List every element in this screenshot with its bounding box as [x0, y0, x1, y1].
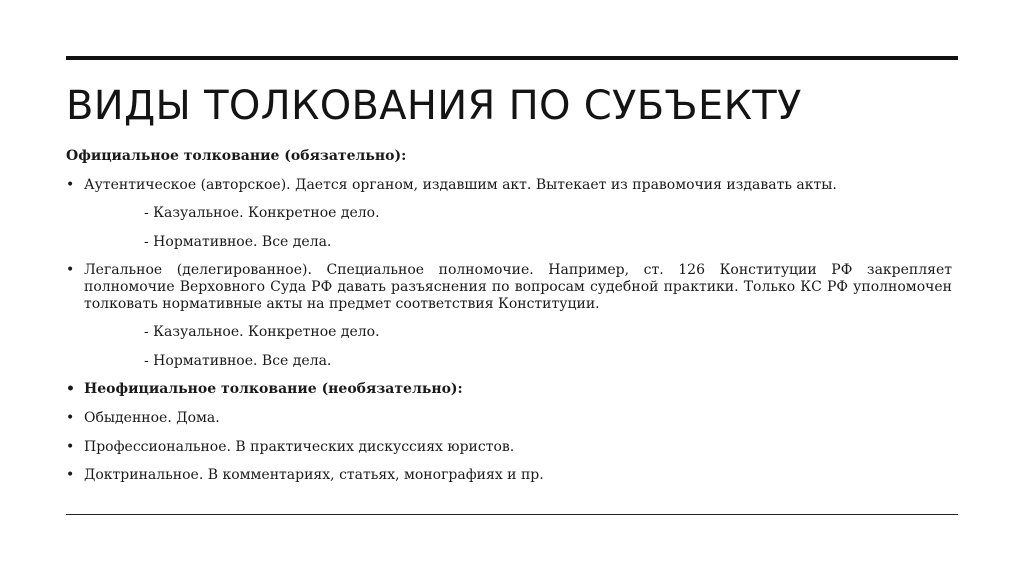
slide-content	[66, 148, 952, 496]
item-text: Обыденное. Дома.	[84, 409, 220, 426]
list-item-doctrinal	[66, 467, 952, 484]
list-item-authentic	[66, 177, 952, 194]
bullet-icon: •	[66, 467, 75, 484]
footer-rule	[66, 514, 958, 515]
item-text: Неофициальное толкование (необязательно):	[84, 381, 463, 398]
bullet-icon: •	[66, 176, 75, 193]
bullet-icon: •	[66, 438, 75, 455]
item-text: Доктринальное. В комментариях, статьях, монографиях и пр.	[84, 467, 544, 484]
sub-item-casual: - Казуальное. Конкретное дело.	[144, 205, 380, 222]
sub-item-casual: - Казуальное. Конкретное дело.	[144, 324, 380, 341]
list-item-legal	[66, 262, 952, 312]
list-item-professional	[66, 439, 952, 456]
bullet-icon: •	[66, 409, 75, 426]
bullet-icon: •	[66, 381, 75, 398]
sub-item-normative: - Нормативное. Все дела.	[144, 352, 332, 369]
title-top-rule	[66, 56, 958, 60]
item-text: Профессиональное. В практических дискуссиях юристов.	[84, 438, 515, 455]
list-item-everyday	[66, 410, 952, 427]
bullet-icon: •	[66, 262, 75, 279]
item-text: Аутентическое (авторское). Дается органом, издавшим акт. Вытекает из правомочия издавать акты.	[84, 176, 837, 193]
official-heading: Официальное толкование (обязательно):	[66, 148, 407, 164]
item-text: Легальное (делегированное). Специальное полномочие. Например, ст. 126 Конституции РФ закрепляет полномочие Верховного Суда РФ давать разъяснения по вопросам судебной практики. Только КС РФ уполномочен толковать нормативные акты на предмет соответствия Конституции.	[84, 262, 952, 312]
list-item-unofficial-heading	[66, 381, 952, 398]
sub-item-normative: - Нормативное. Все дела.	[144, 233, 332, 250]
slide-title: ВИДЫ ТОЛКОВАНИЯ ПО СУБЪЕКТУ	[66, 83, 802, 129]
